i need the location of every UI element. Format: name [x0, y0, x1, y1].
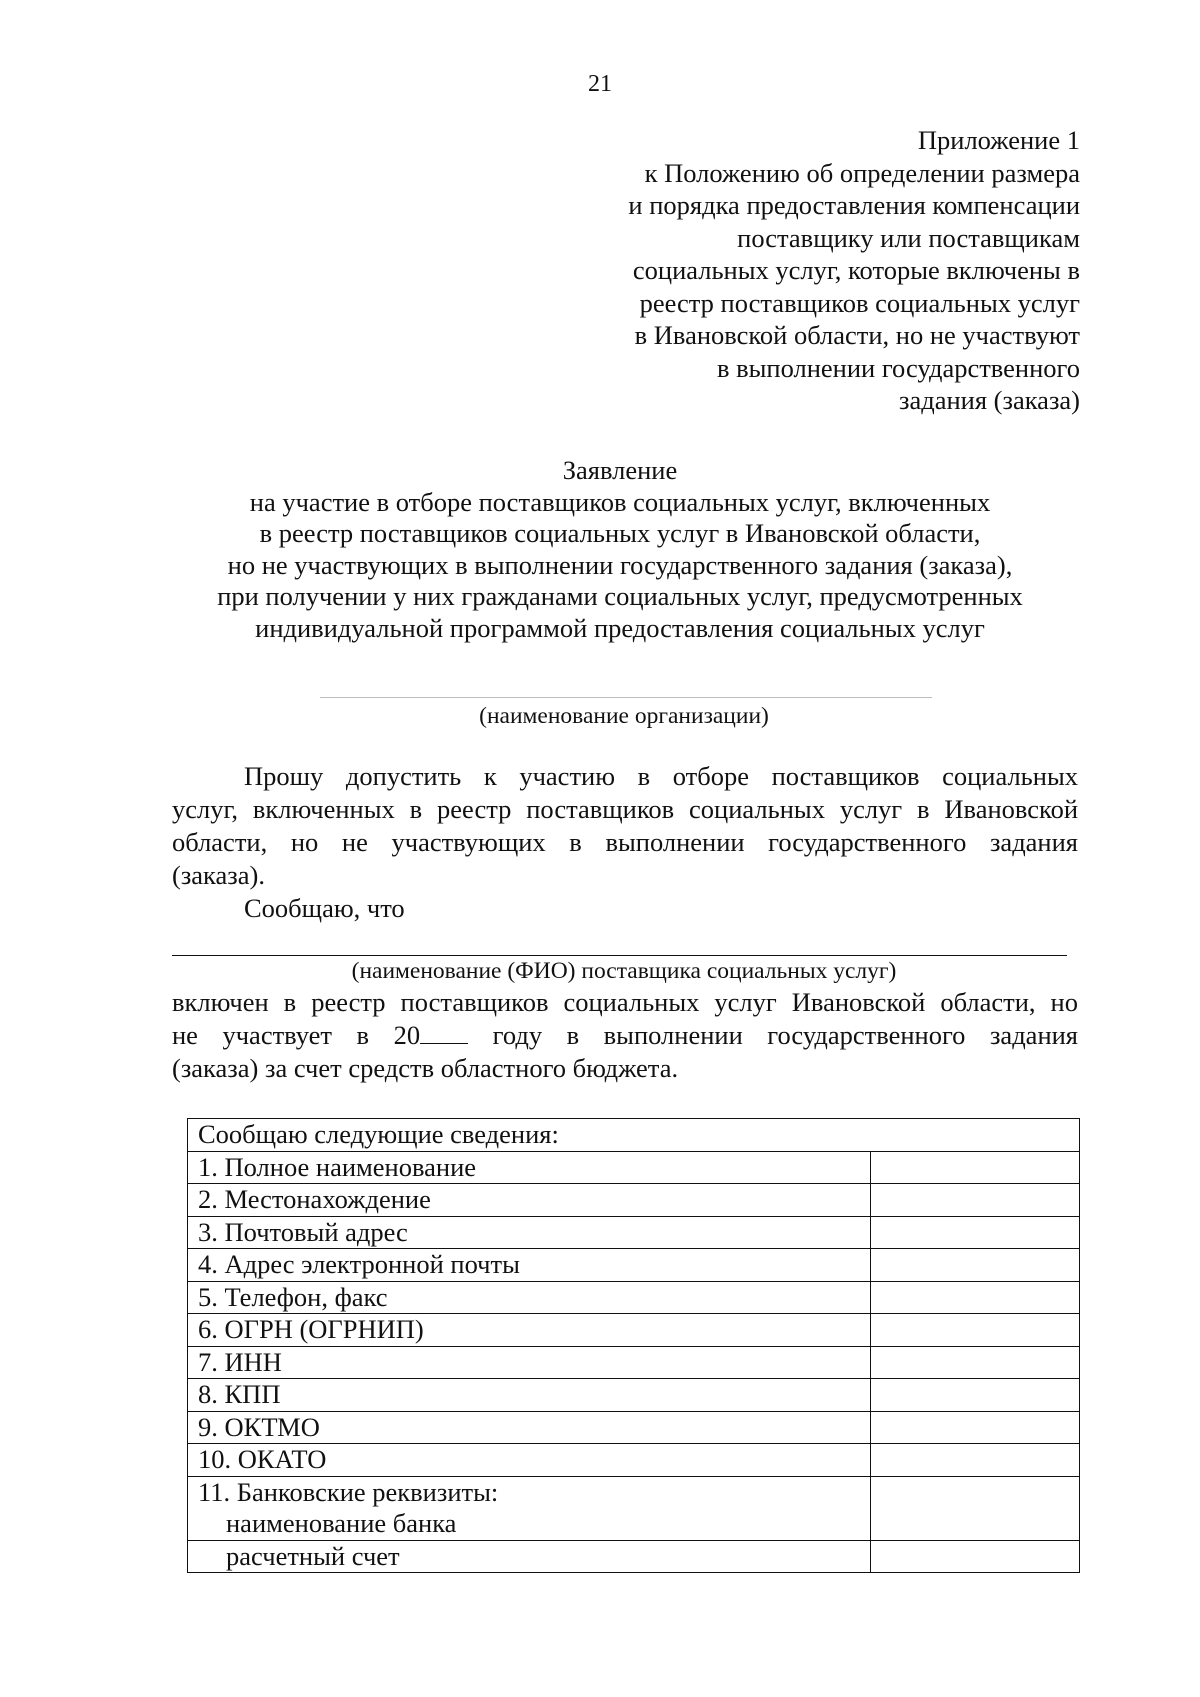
included-line-part: не участвует в 20 [172, 1020, 421, 1050]
included-line: включен в реестр поставщиков социальных услуг Ивановской области, но [172, 987, 1078, 1017]
page-number: 21 [588, 71, 612, 97]
table-row [188, 1476, 1080, 1540]
table-value-cell[interactable] [871, 1476, 1080, 1540]
table-row [188, 1216, 1080, 1249]
table-row [188, 1346, 1080, 1379]
year-blank-field[interactable] [420, 1021, 468, 1044]
appendix-line: реестр поставщиков социальных услуг [639, 287, 1080, 318]
table-label-cell: 2. Местонахождение [188, 1184, 871, 1217]
table-value-cell[interactable] [871, 1540, 1080, 1573]
statement-title [0, 455, 1200, 644]
table-value-cell[interactable] [871, 1249, 1080, 1282]
table-row [188, 1540, 1080, 1573]
table-value-cell[interactable] [871, 1379, 1080, 1412]
included-line-part: году в выполнении государственного задания [492, 1020, 1078, 1050]
appendix-line: и порядка предоставления компенсации [628, 190, 1080, 220]
appendix-line: к Положению об определении размера [644, 157, 1080, 188]
table-row [188, 1314, 1080, 1347]
appendix-header [520, 124, 1080, 417]
request-line: области, но не участвующих в выполнении государственного задания [172, 827, 1078, 857]
inform-line: Сообщаю, что [244, 893, 405, 923]
bank-name-label: наименование банка [226, 1508, 457, 1538]
info-table [187, 1118, 1080, 1573]
table-value-cell[interactable] [871, 1411, 1080, 1444]
table-row [188, 1444, 1080, 1477]
appendix-line: поставщику или поставщикам [737, 222, 1080, 253]
statement-line: индивидуальной программой предоставления социальных услуг [255, 612, 985, 643]
table-label-cell: 6. ОГРН (ОГРНИП) [188, 1314, 871, 1347]
statement-heading: Заявление [562, 455, 678, 485]
request-line: (заказа). [172, 860, 265, 890]
table-label-cell: 10. ОКАТО [188, 1444, 871, 1477]
table-label-cell: 5. Телефон, факс [188, 1281, 871, 1314]
provider-name-caption: (наименование (ФИО) поставщика социальных услуг) [351, 958, 897, 984]
request-line: услуг, включенных в реестр поставщиков социальных услуг в Ивановской [172, 794, 1078, 824]
statement-line: при получении у них гражданами социальных услуг, предусмотренных [217, 581, 1023, 611]
appendix-line: социальных услуг, которые включены в [632, 255, 1080, 285]
table-label-cell: 9. ОКТМО [188, 1411, 871, 1444]
statement-line: но не участвующих в выполнении государственного задания (заказа), [227, 549, 1013, 580]
organization-name-caption: (наименование организации) [479, 703, 769, 729]
request-paragraph [172, 760, 1078, 925]
table-label-cell: 8. КПП [188, 1379, 871, 1412]
appendix-line: в выполнении государственного [716, 352, 1080, 383]
table-value-cell[interactable] [871, 1346, 1080, 1379]
table-header-cell: Сообщаю следующие сведения: [188, 1119, 1080, 1152]
table-row [188, 1411, 1080, 1444]
request-line: Прошу допустить к участию в отборе поставщиков социальных [244, 761, 1078, 791]
table-value-cell[interactable] [871, 1216, 1080, 1249]
statement-line: на участие в отборе поставщиков социальных услуг, включенных [249, 486, 991, 517]
table-value-cell[interactable] [871, 1314, 1080, 1347]
organization-name-field[interactable] [320, 697, 932, 698]
appendix-line: Приложение 1 [917, 125, 1080, 155]
included-line: (заказа) за счет средств областного бюджета. [172, 1053, 679, 1083]
table-label-cell: 4. Адрес электронной почты [188, 1249, 871, 1282]
table-row [188, 1151, 1080, 1184]
table-value-cell[interactable] [871, 1281, 1080, 1314]
appendix-line: задания (заказа) [899, 385, 1080, 415]
table-label-cell [188, 1540, 871, 1573]
table-label-cell: 1. Полное наименование [188, 1151, 871, 1184]
included-paragraph [172, 986, 1078, 1085]
table-label-cell: 7. ИНН [188, 1346, 871, 1379]
table-value-cell[interactable] [871, 1444, 1080, 1477]
statement-line: в реестр поставщиков социальных услуг в Ивановской области, [259, 518, 981, 548]
included-line [172, 1019, 1078, 1052]
account-label: расчетный счет [226, 1540, 400, 1571]
table-label-cell [188, 1476, 871, 1540]
table-row [188, 1379, 1080, 1412]
table-row [188, 1184, 1080, 1217]
table-header-row [188, 1119, 1080, 1152]
table-row [188, 1281, 1080, 1314]
table-value-cell[interactable] [871, 1151, 1080, 1184]
appendix-line: в Ивановской области, но не участвуют [634, 320, 1080, 350]
table-row [188, 1249, 1080, 1282]
table-label-cell: 3. Почтовый адрес [188, 1216, 871, 1249]
table-value-cell[interactable] [871, 1184, 1080, 1217]
bank-details-label: 11. Банковские реквизиты: [198, 1476, 499, 1507]
